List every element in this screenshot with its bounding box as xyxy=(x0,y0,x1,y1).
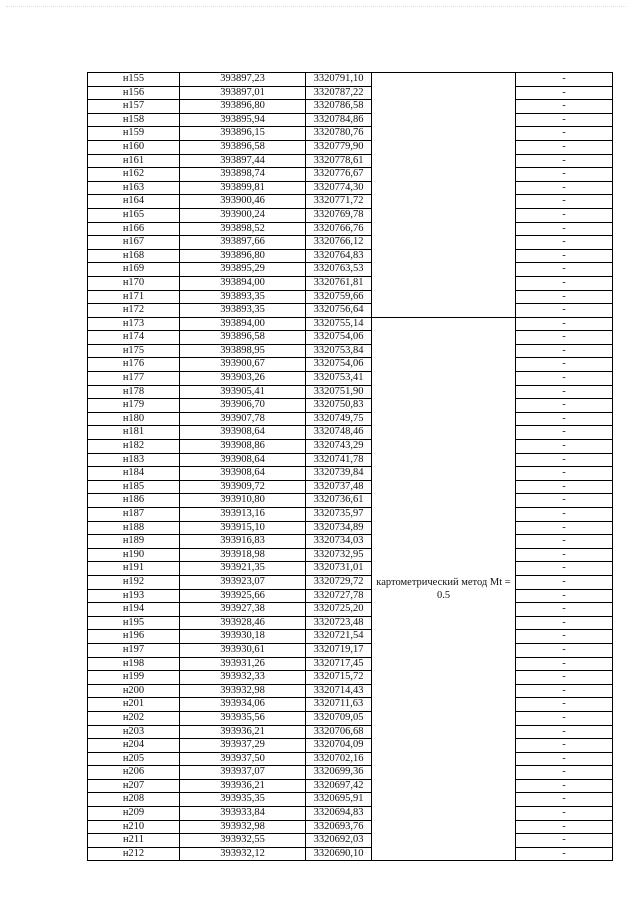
table-row xyxy=(88,236,613,250)
table-row xyxy=(88,847,613,861)
point-name-cell: н188 xyxy=(88,521,180,535)
accuracy-dash-cell: - xyxy=(516,779,613,793)
accuracy-dash-cell: - xyxy=(516,793,613,807)
table-row xyxy=(88,399,613,413)
y-coordinate-cell: 3320737,48 xyxy=(306,480,372,494)
point-name-cell: н200 xyxy=(88,684,180,698)
x-coordinate-cell: 393896,58 xyxy=(180,140,306,154)
table-row xyxy=(88,372,613,386)
table-row xyxy=(88,140,613,154)
x-coordinate-cell: 393897,01 xyxy=(180,86,306,100)
x-coordinate-cell: 393930,61 xyxy=(180,643,306,657)
point-name-cell: н203 xyxy=(88,725,180,739)
table-row xyxy=(88,168,613,182)
point-name-cell: н178 xyxy=(88,385,180,399)
point-name-cell: н176 xyxy=(88,358,180,372)
point-name-cell: н209 xyxy=(88,807,180,821)
accuracy-dash-cell: - xyxy=(516,412,613,426)
x-coordinate-cell: 393937,50 xyxy=(180,752,306,766)
y-coordinate-cell: 3320766,76 xyxy=(306,222,372,236)
x-coordinate-cell: 393923,07 xyxy=(180,575,306,589)
table-row xyxy=(88,440,613,454)
point-name-cell: н159 xyxy=(88,127,180,141)
y-coordinate-cell: 3320732,95 xyxy=(306,548,372,562)
accuracy-dash-cell: - xyxy=(516,100,613,114)
y-coordinate-cell: 3320694,83 xyxy=(306,807,372,821)
point-name-cell: н160 xyxy=(88,140,180,154)
point-name-cell: н174 xyxy=(88,331,180,345)
accuracy-dash-cell: - xyxy=(516,548,613,562)
accuracy-dash-cell: - xyxy=(516,698,613,712)
point-name-cell: н189 xyxy=(88,535,180,549)
x-coordinate-cell: 393909,72 xyxy=(180,480,306,494)
y-coordinate-cell: 3320702,16 xyxy=(306,752,372,766)
accuracy-dash-cell: - xyxy=(516,168,613,182)
accuracy-dash-cell: - xyxy=(516,440,613,454)
y-coordinate-cell: 3320734,89 xyxy=(306,521,372,535)
point-name-cell: н192 xyxy=(88,575,180,589)
accuracy-dash-cell: - xyxy=(516,113,613,127)
table-row xyxy=(88,562,613,576)
accuracy-dash-cell: - xyxy=(516,739,613,753)
table-row xyxy=(88,698,613,712)
x-coordinate-cell: 393898,95 xyxy=(180,344,306,358)
point-name-cell: н207 xyxy=(88,779,180,793)
accuracy-dash-cell: - xyxy=(516,358,613,372)
x-coordinate-cell: 393896,58 xyxy=(180,331,306,345)
y-coordinate-cell: 3320761,81 xyxy=(306,276,372,290)
method-cell-empty xyxy=(372,73,516,318)
y-coordinate-cell: 3320717,45 xyxy=(306,657,372,671)
point-name-cell: н206 xyxy=(88,766,180,780)
accuracy-dash-cell: - xyxy=(516,426,613,440)
point-name-cell: н168 xyxy=(88,249,180,263)
point-name-cell: н191 xyxy=(88,562,180,576)
x-coordinate-cell: 393935,35 xyxy=(180,793,306,807)
y-coordinate-cell: 3320711,63 xyxy=(306,698,372,712)
x-coordinate-cell: 393934,06 xyxy=(180,698,306,712)
x-coordinate-cell: 393937,29 xyxy=(180,739,306,753)
table-row xyxy=(88,317,613,331)
table-row xyxy=(88,195,613,209)
table-row xyxy=(88,358,613,372)
table-row xyxy=(88,589,613,603)
y-coordinate-cell: 3320695,91 xyxy=(306,793,372,807)
table-row xyxy=(88,820,613,834)
accuracy-dash-cell: - xyxy=(516,385,613,399)
x-coordinate-cell: 393918,98 xyxy=(180,548,306,562)
point-name-cell: н212 xyxy=(88,847,180,861)
x-coordinate-cell: 393897,66 xyxy=(180,236,306,250)
x-coordinate-cell: 393895,94 xyxy=(180,113,306,127)
coordinates-table-body xyxy=(88,73,613,861)
x-coordinate-cell: 393908,64 xyxy=(180,426,306,440)
y-coordinate-cell: 3320787,22 xyxy=(306,86,372,100)
table-row xyxy=(88,385,613,399)
point-name-cell: н158 xyxy=(88,113,180,127)
x-coordinate-cell: 393897,44 xyxy=(180,154,306,168)
x-coordinate-cell: 393893,35 xyxy=(180,304,306,318)
point-name-cell: н161 xyxy=(88,154,180,168)
table-row xyxy=(88,290,613,304)
accuracy-dash-cell: - xyxy=(516,453,613,467)
y-coordinate-cell: 3320699,36 xyxy=(306,766,372,780)
accuracy-dash-cell: - xyxy=(516,140,613,154)
coordinates-table xyxy=(87,72,613,861)
accuracy-dash-cell: - xyxy=(516,494,613,508)
point-name-cell: н166 xyxy=(88,222,180,236)
x-coordinate-cell: 393936,21 xyxy=(180,779,306,793)
x-coordinate-cell: 393932,98 xyxy=(180,820,306,834)
table-row xyxy=(88,276,613,290)
y-coordinate-cell: 3320729,72 xyxy=(306,575,372,589)
accuracy-dash-cell: - xyxy=(516,711,613,725)
table-row xyxy=(88,657,613,671)
y-coordinate-cell: 3320764,83 xyxy=(306,249,372,263)
y-coordinate-cell: 3320735,97 xyxy=(306,508,372,522)
accuracy-dash-cell: - xyxy=(516,480,613,494)
table-row xyxy=(88,208,613,222)
table-row xyxy=(88,752,613,766)
point-name-cell: н165 xyxy=(88,208,180,222)
x-coordinate-cell: 393930,18 xyxy=(180,630,306,644)
table-row xyxy=(88,249,613,263)
x-coordinate-cell: 393913,16 xyxy=(180,508,306,522)
y-coordinate-cell: 3320779,90 xyxy=(306,140,372,154)
y-coordinate-cell: 3320719,17 xyxy=(306,643,372,657)
x-coordinate-cell: 393896,80 xyxy=(180,100,306,114)
y-coordinate-cell: 3320697,42 xyxy=(306,779,372,793)
accuracy-dash-cell: - xyxy=(516,372,613,386)
x-coordinate-cell: 393932,55 xyxy=(180,834,306,848)
point-name-cell: н197 xyxy=(88,643,180,657)
table-row xyxy=(88,127,613,141)
accuracy-dash-cell: - xyxy=(516,643,613,657)
accuracy-dash-cell: - xyxy=(516,86,613,100)
y-coordinate-cell: 3320715,72 xyxy=(306,671,372,685)
point-name-cell: н208 xyxy=(88,793,180,807)
point-name-cell: н157 xyxy=(88,100,180,114)
point-name-cell: н182 xyxy=(88,440,180,454)
accuracy-dash-cell: - xyxy=(516,344,613,358)
x-coordinate-cell: 393936,21 xyxy=(180,725,306,739)
y-coordinate-cell: 3320780,76 xyxy=(306,127,372,141)
accuracy-dash-cell: - xyxy=(516,317,613,331)
accuracy-dash-cell: - xyxy=(516,181,613,195)
table-row xyxy=(88,671,613,685)
accuracy-dash-cell: - xyxy=(516,195,613,209)
y-coordinate-cell: 3320721,54 xyxy=(306,630,372,644)
accuracy-dash-cell: - xyxy=(516,399,613,413)
accuracy-dash-cell: - xyxy=(516,847,613,861)
x-coordinate-cell: 393915,10 xyxy=(180,521,306,535)
table-row xyxy=(88,630,613,644)
y-coordinate-cell: 3320743,29 xyxy=(306,440,372,454)
point-name-cell: н198 xyxy=(88,657,180,671)
accuracy-dash-cell: - xyxy=(516,752,613,766)
accuracy-dash-cell: - xyxy=(516,603,613,617)
y-coordinate-cell: 3320749,75 xyxy=(306,412,372,426)
table-row xyxy=(88,100,613,114)
table-row xyxy=(88,711,613,725)
point-name-cell: н170 xyxy=(88,276,180,290)
y-coordinate-cell: 3320774,30 xyxy=(306,181,372,195)
method-cell xyxy=(372,317,516,861)
table-row xyxy=(88,535,613,549)
table-row xyxy=(88,766,613,780)
x-coordinate-cell: 393906,70 xyxy=(180,399,306,413)
accuracy-dash-cell: - xyxy=(516,127,613,141)
accuracy-dash-cell: - xyxy=(516,467,613,481)
accuracy-dash-cell: - xyxy=(516,73,613,87)
point-name-cell: н205 xyxy=(88,752,180,766)
accuracy-dash-cell: - xyxy=(516,616,613,630)
table-row xyxy=(88,548,613,562)
x-coordinate-cell: 393907,78 xyxy=(180,412,306,426)
point-name-cell: н202 xyxy=(88,711,180,725)
table-row xyxy=(88,494,613,508)
y-coordinate-cell: 3320709,05 xyxy=(306,711,372,725)
y-coordinate-cell: 3320706,68 xyxy=(306,725,372,739)
accuracy-dash-cell: - xyxy=(516,684,613,698)
accuracy-dash-cell: - xyxy=(516,331,613,345)
table-row xyxy=(88,684,613,698)
x-coordinate-cell: 393932,12 xyxy=(180,847,306,861)
x-coordinate-cell: 393916,83 xyxy=(180,535,306,549)
x-coordinate-cell: 393932,98 xyxy=(180,684,306,698)
accuracy-dash-cell: - xyxy=(516,290,613,304)
x-coordinate-cell: 393908,64 xyxy=(180,467,306,481)
x-coordinate-cell: 393927,38 xyxy=(180,603,306,617)
point-name-cell: н186 xyxy=(88,494,180,508)
y-coordinate-cell: 3320731,01 xyxy=(306,562,372,576)
accuracy-dash-cell: - xyxy=(516,575,613,589)
table-row xyxy=(88,86,613,100)
point-name-cell: н183 xyxy=(88,453,180,467)
table-row xyxy=(88,725,613,739)
accuracy-dash-cell: - xyxy=(516,521,613,535)
y-coordinate-cell: 3320734,03 xyxy=(306,535,372,549)
table-row xyxy=(88,263,613,277)
y-coordinate-cell: 3320769,78 xyxy=(306,208,372,222)
y-coordinate-cell: 3320754,06 xyxy=(306,358,372,372)
y-coordinate-cell: 3320776,67 xyxy=(306,168,372,182)
x-coordinate-cell: 393921,35 xyxy=(180,562,306,576)
point-name-cell: н210 xyxy=(88,820,180,834)
table-row xyxy=(88,643,613,657)
point-name-cell: н171 xyxy=(88,290,180,304)
y-coordinate-cell: 3320753,84 xyxy=(306,344,372,358)
x-coordinate-cell: 393925,66 xyxy=(180,589,306,603)
point-name-cell: н201 xyxy=(88,698,180,712)
accuracy-dash-cell: - xyxy=(516,249,613,263)
x-coordinate-cell: 393896,15 xyxy=(180,127,306,141)
y-coordinate-cell: 3320771,72 xyxy=(306,195,372,209)
accuracy-dash-cell: - xyxy=(516,222,613,236)
table-row xyxy=(88,739,613,753)
accuracy-dash-cell: - xyxy=(516,766,613,780)
y-coordinate-cell: 3320727,78 xyxy=(306,589,372,603)
table-row xyxy=(88,793,613,807)
point-name-cell: н172 xyxy=(88,304,180,318)
y-coordinate-cell: 3320754,06 xyxy=(306,331,372,345)
y-coordinate-cell: 3320756,64 xyxy=(306,304,372,318)
table-row xyxy=(88,344,613,358)
y-coordinate-cell: 3320763,53 xyxy=(306,263,372,277)
x-coordinate-cell: 393908,64 xyxy=(180,453,306,467)
x-coordinate-cell: 393935,56 xyxy=(180,711,306,725)
x-coordinate-cell: 393903,26 xyxy=(180,372,306,386)
x-coordinate-cell: 393933,84 xyxy=(180,807,306,821)
y-coordinate-cell: 3320739,84 xyxy=(306,467,372,481)
x-coordinate-cell: 393931,26 xyxy=(180,657,306,671)
y-coordinate-cell: 3320736,61 xyxy=(306,494,372,508)
point-name-cell: н163 xyxy=(88,181,180,195)
y-coordinate-cell: 3320750,83 xyxy=(306,399,372,413)
table-row xyxy=(88,73,613,87)
x-coordinate-cell: 393900,46 xyxy=(180,195,306,209)
x-coordinate-cell: 393908,86 xyxy=(180,440,306,454)
x-coordinate-cell: 393905,41 xyxy=(180,385,306,399)
x-coordinate-cell: 393898,74 xyxy=(180,168,306,182)
point-name-cell: н190 xyxy=(88,548,180,562)
table-row xyxy=(88,467,613,481)
x-coordinate-cell: 393897,23 xyxy=(180,73,306,87)
point-name-cell: н173 xyxy=(88,317,180,331)
table-row xyxy=(88,113,613,127)
point-name-cell: н180 xyxy=(88,412,180,426)
accuracy-dash-cell: - xyxy=(516,671,613,685)
x-coordinate-cell: 393898,52 xyxy=(180,222,306,236)
x-coordinate-cell: 393894,00 xyxy=(180,317,306,331)
x-coordinate-cell: 393900,24 xyxy=(180,208,306,222)
point-name-cell: н195 xyxy=(88,616,180,630)
accuracy-dash-cell: - xyxy=(516,236,613,250)
y-coordinate-cell: 3320693,76 xyxy=(306,820,372,834)
x-coordinate-cell: 393896,80 xyxy=(180,249,306,263)
y-coordinate-cell: 3320786,58 xyxy=(306,100,372,114)
point-name-cell: н177 xyxy=(88,372,180,386)
point-name-cell: н184 xyxy=(88,467,180,481)
point-name-cell: н175 xyxy=(88,344,180,358)
x-coordinate-cell: 393900,67 xyxy=(180,358,306,372)
y-coordinate-cell: 3320690,10 xyxy=(306,847,372,861)
accuracy-dash-cell: - xyxy=(516,725,613,739)
accuracy-dash-cell: - xyxy=(516,508,613,522)
point-name-cell: н156 xyxy=(88,86,180,100)
point-name-cell: н194 xyxy=(88,603,180,617)
table-row xyxy=(88,603,613,617)
y-coordinate-cell: 3320741,78 xyxy=(306,453,372,467)
table-row xyxy=(88,222,613,236)
y-coordinate-cell: 3320778,61 xyxy=(306,154,372,168)
coordinates-page xyxy=(87,72,613,861)
accuracy-dash-cell: - xyxy=(516,535,613,549)
y-coordinate-cell: 3320784,86 xyxy=(306,113,372,127)
y-coordinate-cell: 3320723,48 xyxy=(306,616,372,630)
method-note: картометрический метод Mt = 0.5 xyxy=(376,577,511,602)
table-row xyxy=(88,453,613,467)
y-coordinate-cell: 3320766,12 xyxy=(306,236,372,250)
table-row xyxy=(88,412,613,426)
table-row xyxy=(88,304,613,318)
accuracy-dash-cell: - xyxy=(516,807,613,821)
point-name-cell: н204 xyxy=(88,739,180,753)
table-row xyxy=(88,331,613,345)
x-coordinate-cell: 393895,29 xyxy=(180,263,306,277)
table-row xyxy=(88,154,613,168)
table-row xyxy=(88,834,613,848)
accuracy-dash-cell: - xyxy=(516,657,613,671)
y-coordinate-cell: 3320704,09 xyxy=(306,739,372,753)
accuracy-dash-cell: - xyxy=(516,208,613,222)
accuracy-dash-cell: - xyxy=(516,562,613,576)
point-name-cell: н169 xyxy=(88,263,180,277)
point-name-cell: н196 xyxy=(88,630,180,644)
table-row xyxy=(88,181,613,195)
point-name-cell: н185 xyxy=(88,480,180,494)
x-coordinate-cell: 393928,46 xyxy=(180,616,306,630)
accuracy-dash-cell: - xyxy=(516,154,613,168)
point-name-cell: н211 xyxy=(88,834,180,848)
y-coordinate-cell: 3320759,66 xyxy=(306,290,372,304)
point-name-cell: н167 xyxy=(88,236,180,250)
x-coordinate-cell: 393893,35 xyxy=(180,290,306,304)
y-coordinate-cell: 3320748,46 xyxy=(306,426,372,440)
x-coordinate-cell: 393937,07 xyxy=(180,766,306,780)
y-coordinate-cell: 3320791,10 xyxy=(306,73,372,87)
table-row xyxy=(88,807,613,821)
point-name-cell: н193 xyxy=(88,589,180,603)
table-row xyxy=(88,480,613,494)
x-coordinate-cell: 393932,33 xyxy=(180,671,306,685)
y-coordinate-cell: 3320725,20 xyxy=(306,603,372,617)
y-coordinate-cell: 3320714,43 xyxy=(306,684,372,698)
y-coordinate-cell: 3320755,14 xyxy=(306,317,372,331)
accuracy-dash-cell: - xyxy=(516,820,613,834)
accuracy-dash-cell: - xyxy=(516,276,613,290)
point-name-cell: н164 xyxy=(88,195,180,209)
accuracy-dash-cell: - xyxy=(516,834,613,848)
y-coordinate-cell: 3320753,41 xyxy=(306,372,372,386)
accuracy-dash-cell: - xyxy=(516,630,613,644)
point-name-cell: н155 xyxy=(88,73,180,87)
x-coordinate-cell: 393910,80 xyxy=(180,494,306,508)
table-row xyxy=(88,521,613,535)
table-row xyxy=(88,426,613,440)
x-coordinate-cell: 393894,00 xyxy=(180,276,306,290)
point-name-cell: н179 xyxy=(88,399,180,413)
scan-header-artifact xyxy=(6,6,626,15)
y-coordinate-cell: 3320751,90 xyxy=(306,385,372,399)
point-name-cell: н199 xyxy=(88,671,180,685)
table-row xyxy=(88,616,613,630)
accuracy-dash-cell: - xyxy=(516,304,613,318)
accuracy-dash-cell: - xyxy=(516,263,613,277)
point-name-cell: н162 xyxy=(88,168,180,182)
accuracy-dash-cell: - xyxy=(516,589,613,603)
point-name-cell: н187 xyxy=(88,508,180,522)
table-row xyxy=(88,508,613,522)
x-coordinate-cell: 393899,81 xyxy=(180,181,306,195)
y-coordinate-cell: 3320692,03 xyxy=(306,834,372,848)
point-name-cell: н181 xyxy=(88,426,180,440)
table-row xyxy=(88,575,613,589)
table-row xyxy=(88,779,613,793)
